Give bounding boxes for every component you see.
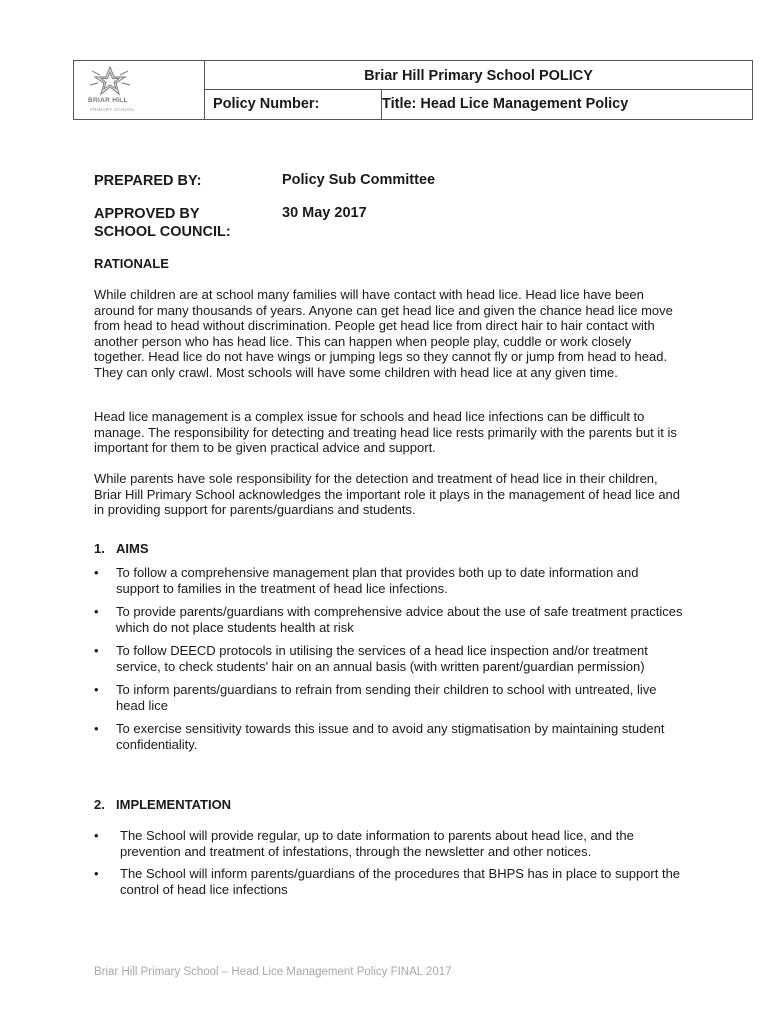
- policy-number-label: Policy Number:: [205, 89, 382, 119]
- rationale-heading: RATIONALE: [94, 256, 169, 271]
- list-item: • To follow a comprehensive management plan that provides both up to date information and support to families in the treatment of head lice infections.: [94, 565, 684, 596]
- aims-title: AIMS: [116, 541, 149, 556]
- star-emblem-icon: [86, 65, 134, 97]
- list-item: • To provide parents/guardians with comprehensive advice about the use of safe treatment practices which do not place students health at risk: [94, 604, 684, 635]
- aims-heading: [94, 541, 149, 556]
- prepared-by-label: PREPARED BY:: [94, 173, 202, 189]
- page-footer: Briar Hill Primary School – Head Lice Management Policy FINAL 2017: [94, 966, 452, 978]
- policy-header-title: Briar Hill Primary School POLICY: [205, 61, 752, 90]
- rationale-paragraph: While children are at school many families will have contact with head lice. Head lice have been around for many thousands of years. Anyone can get head lice and given the chance head lice move from head to head without discrimination. People get head lice from direct hair to hair contact with another person who has head lice. This can happen when people play, cuddle or work closely together. Head lice do not have wings or jumping legs so they cannot fly or jump from head to head. They can only crawl. Most schools will have some children with head lice at any given time.: [94, 287, 673, 380]
- implementation-number: 2.: [94, 797, 105, 812]
- list-item: • To inform parents/guardians to refrain from sending their children to school with untreated, live head lice: [94, 682, 684, 713]
- logo-school-subtitle: PRIMARY SCHOOL: [90, 107, 135, 112]
- list-item: • To exercise sensitivity towards this issue and to avoid any stigmatisation by maintaining student confidentiality.: [94, 721, 684, 752]
- prepared-by-value: Policy Sub Committee: [282, 172, 436, 188]
- approved-by-label-line1: APPROVED BY: [94, 206, 200, 222]
- implementation-list: [94, 828, 684, 904]
- implementation-heading: [94, 797, 231, 812]
- approved-date: 30 May 2017: [282, 205, 367, 221]
- list-item: • The School will provide regular, up to date information to parents about head lice, and the prevention and treatment of infestations, through the newsletter and other notices.: [94, 828, 684, 859]
- approved-by-label-line2: SCHOOL COUNCIL:: [94, 224, 231, 240]
- logo-school-name: BRIAR HILL: [88, 97, 128, 104]
- implementation-title: IMPLEMENTATION: [116, 797, 232, 812]
- rationale-paragraph: Head lice management is a complex issue for schools and head lice infections can be difficult to manage. The responsibility for detecting and treating head lice rests primarily with the parents but it is important for them to be given practical advice and support.: [94, 409, 677, 455]
- rationale-paragraph: While parents have sole responsibility for the detection and treatment of head lice in their children, Briar Hill Primary School acknowledges the important role it plays in the management of head lice and in providing support for parents/guardians and students.: [94, 471, 681, 517]
- policy-header-table: [73, 60, 753, 120]
- approved-by-label: [94, 205, 231, 241]
- aims-list: [94, 565, 684, 760]
- list-item: • To follow DEECD protocols in utilising the services of a head lice inspection and/or treatment service, to check students' hair on an annual basis (with written parent/guardian permission): [94, 643, 684, 674]
- rationale-section: [94, 256, 684, 272]
- list-item: • The School will inform parents/guardians of the procedures that BHPS has in place to support the control of head lice infections: [94, 866, 684, 897]
- school-logo: [74, 61, 205, 119]
- policy-title: Title: Head Lice Management Policy: [382, 96, 629, 112]
- aims-number: 1.: [94, 541, 105, 556]
